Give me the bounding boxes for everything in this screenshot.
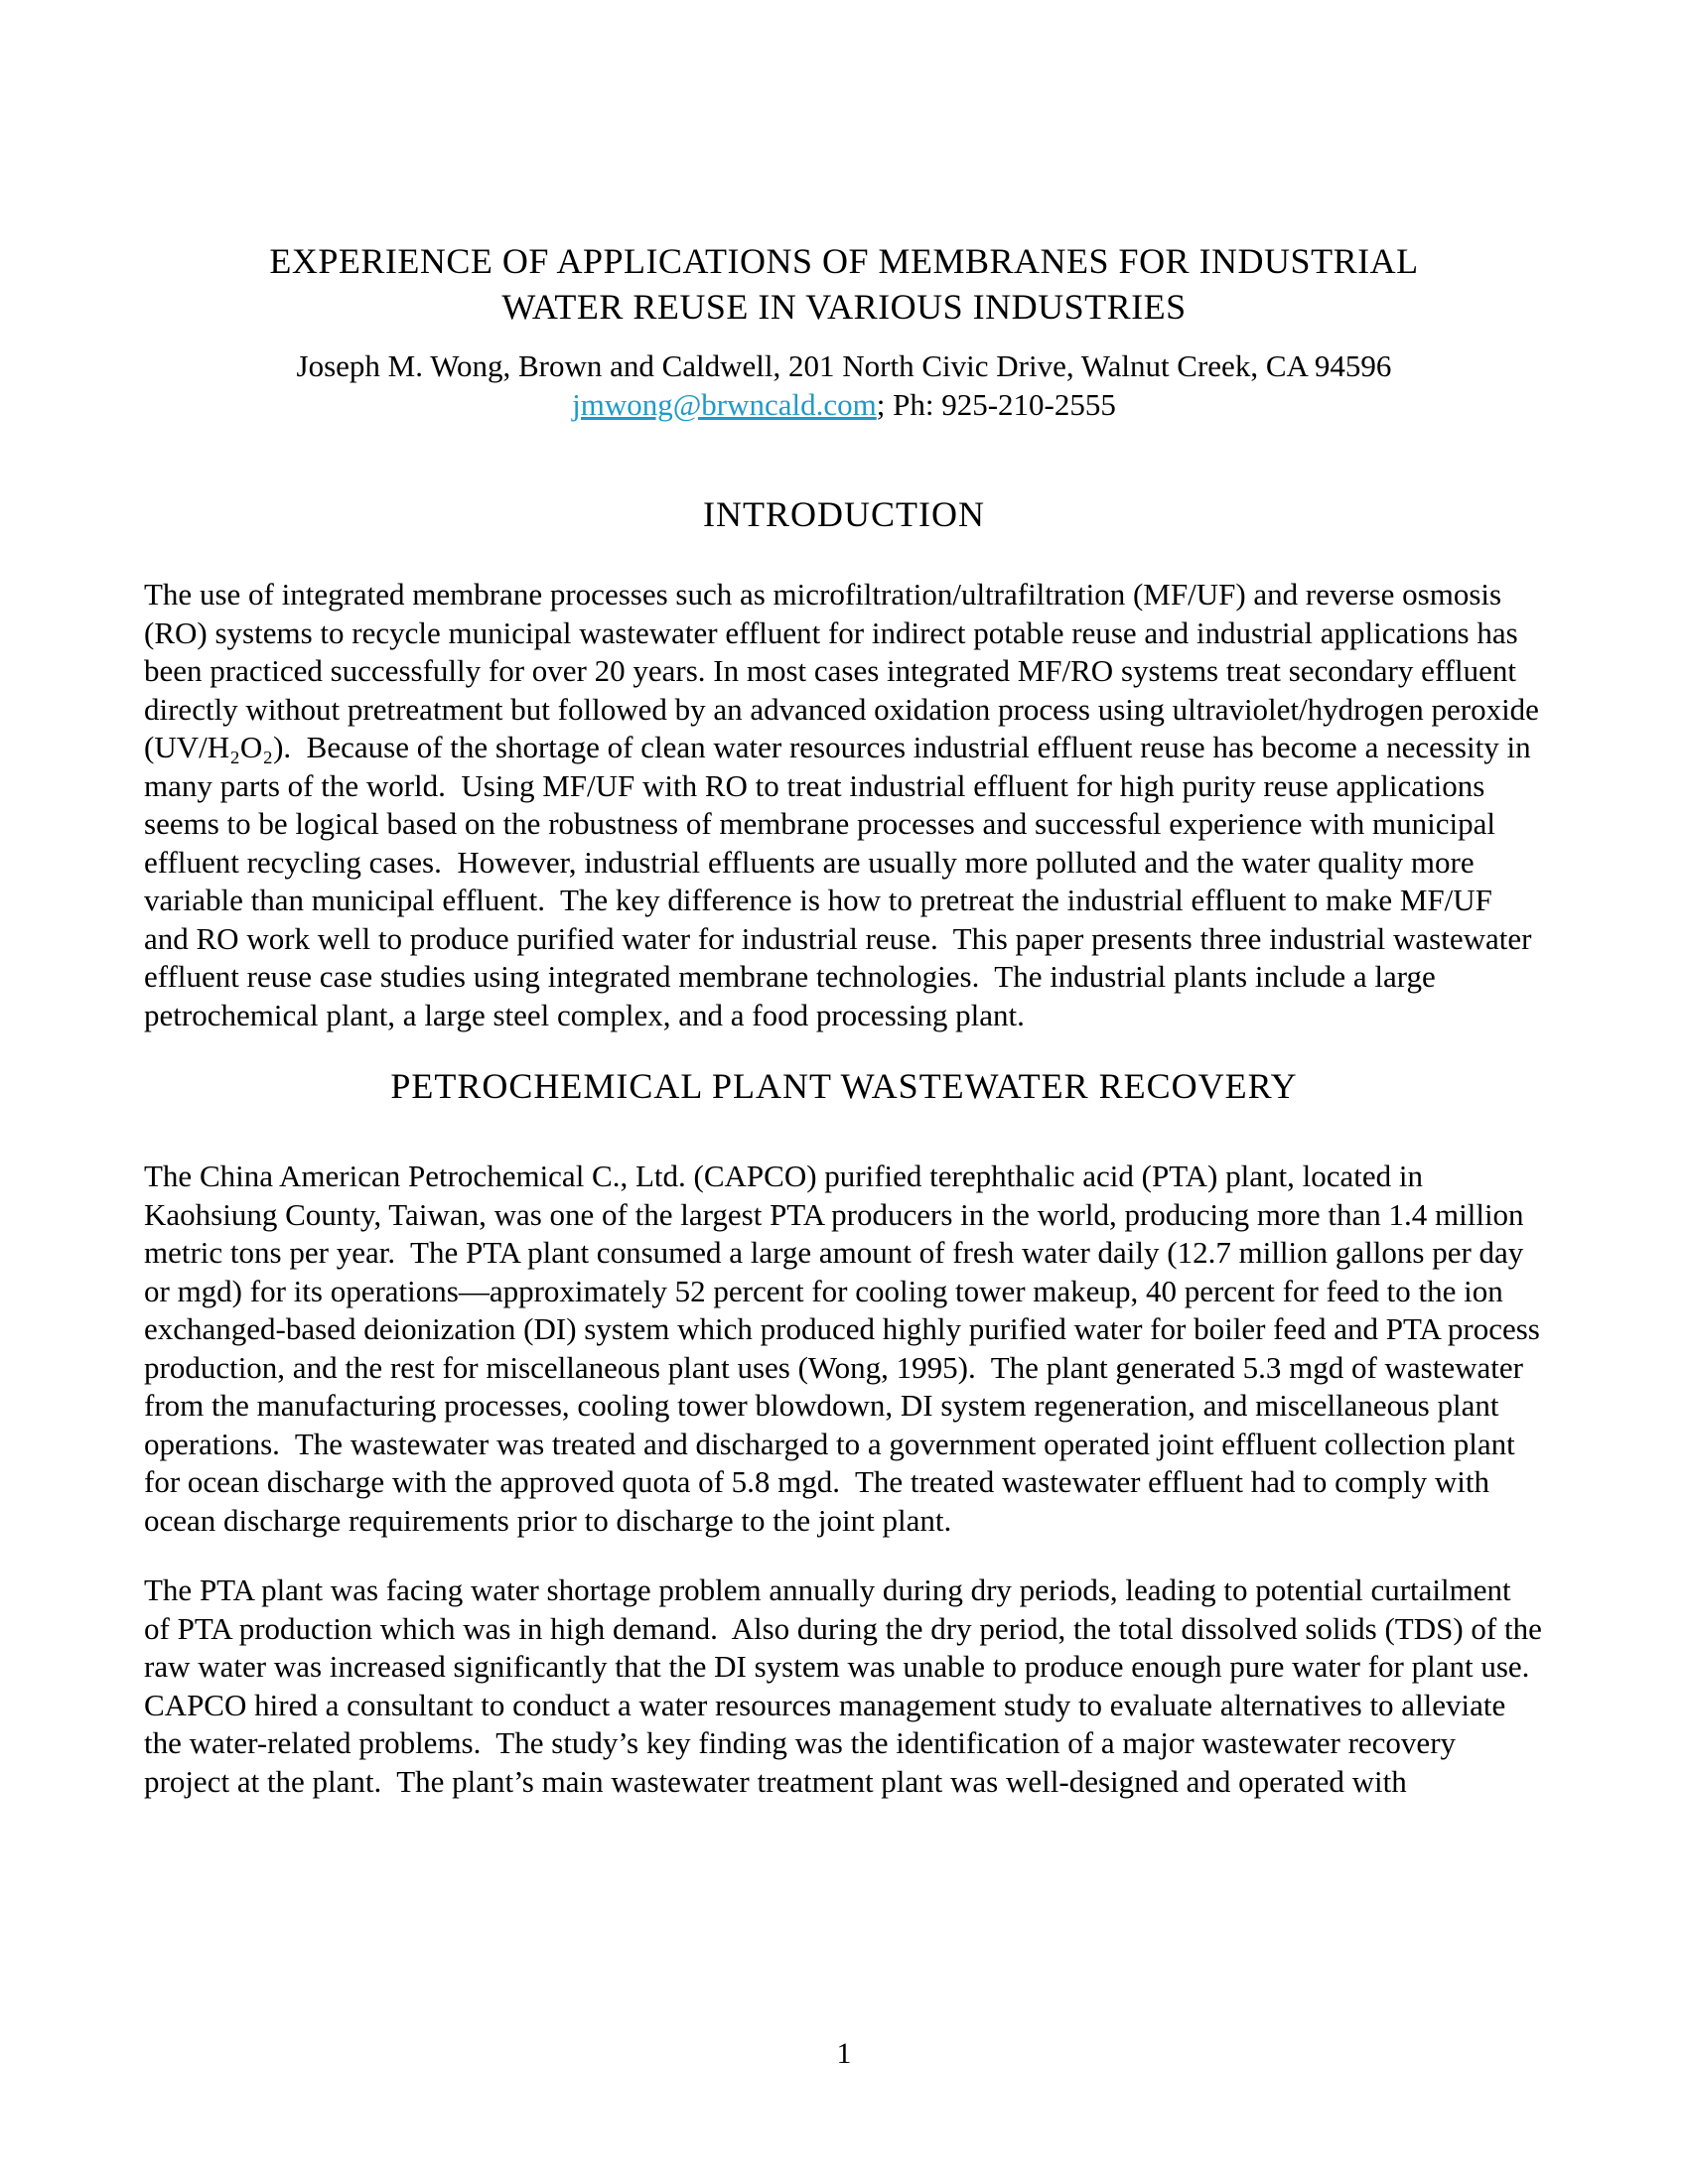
contact-line [144,385,1544,425]
email-link[interactable]: jmwong@brwncald.com [572,387,877,422]
section-heading-introduction: INTRODUCTION [703,494,985,534]
section-heading-petrochemical: PETROCHEMICAL PLANT WASTEWATER RECOVERY [390,1066,1298,1106]
page-number: 1 [836,2037,852,2070]
page-title-line-1: EXPERIENCE OF APPLICATIONS OF MEMBRANES FOR INDUSTRIAL [269,241,1419,281]
paragraph-introduction: The use of integrated membrane processes such as microfiltration/ultrafiltration (MF/UF) and reverse osmosis (RO) systems to recycle municipal wastewater effluent for indirect potable reuse and industrial applications has been practiced successfully for over 20 years. In most cases integrated MF/RO systems treat secondary effluent directly without pretreatment but followed by an advanced oxidation process using ultraviolet/hydrogen peroxide (UV/H₂O₂). Because of the shortage of clean water resources industrial effluent reuse has become a necessity in many parts of the world. Using MF/UF with RO to treat industrial effluent for high purity reuse applications seems to be logical based on the robustness of membrane processes and successful experience with municipal effluent recycling cases. However, industrial effluents are usually more polluted and the water quality more variable than municipal effluent. The key difference is how to pretreat the industrial effluent to make MF/UF and RO work well to produce purified water for industrial reuse. This paper presents three industrial wastewater effluent reuse case studies using integrated membrane technologies. The industrial plants include a large petrochemical plant, a large steel complex, and a food processing plant. [144,577,1547,1032]
paragraph-petrochemical-1: The China American Petrochemical C., Ltd. (CAPCO) purified terephthalic acid (PTA) plant, located in Kaohsiung County, Taiwan, was one of the largest PTA producers in the world, producing more than 1.4 million metric tons per year. The PTA plant consumed a large amount of fresh water daily (12.7 million gallons per day or mgd) for its operations—approximately 52 percent for cooling tower makeup, 40 percent for feed to the ion exchanged-based deionization (DI) system which produced highly purified water for boiler feed and PTA process production, and the rest for miscellaneous plant uses (Wong, 1995). The plant generated 5.3 mgd of wastewater from the manufacturing processes, cooling tower blowdown, DI system regeneration, and miscellaneous plant operations. The wastewater was treated and discharged to a government operated joint effluent collection plant for ocean discharge with the approved quota of 5.8 mgd. The treated wastewater effluent had to comply with ocean discharge requirements prior to discharge to the joint plant. [144,1159,1548,1538]
author-affiliation-line: Joseph M. Wong, Brown and Caldwell, 201 North Civic Drive, Walnut Creek, CA 94596 [296,348,1392,383]
paragraph-petrochemical-2: The PTA plant was facing water shortage problem annually during dry periods, leading to potential curtailment of PTA production which was in high demand. Also during the dry period, the total dissolved solids (TDS) of the raw water was increased significantly that the DI system was unable to produce enough pure water for plant use. CAPCO hired a consultant to conduct a water resources management study to evaluate alternatives to alleviate the water-related problems. The study’s key finding was the identification of a major wastewater recovery project at the plant. The plant’s main wastewater treatment plant was well-designed and operated with [144,1572,1550,1799]
page-title-line-2: WATER REUSE IN VARIOUS INDUSTRIES [501,287,1187,327]
page-title [144,238,1544,330]
phone-text: ; Ph: 925-210-2555 [876,387,1116,422]
